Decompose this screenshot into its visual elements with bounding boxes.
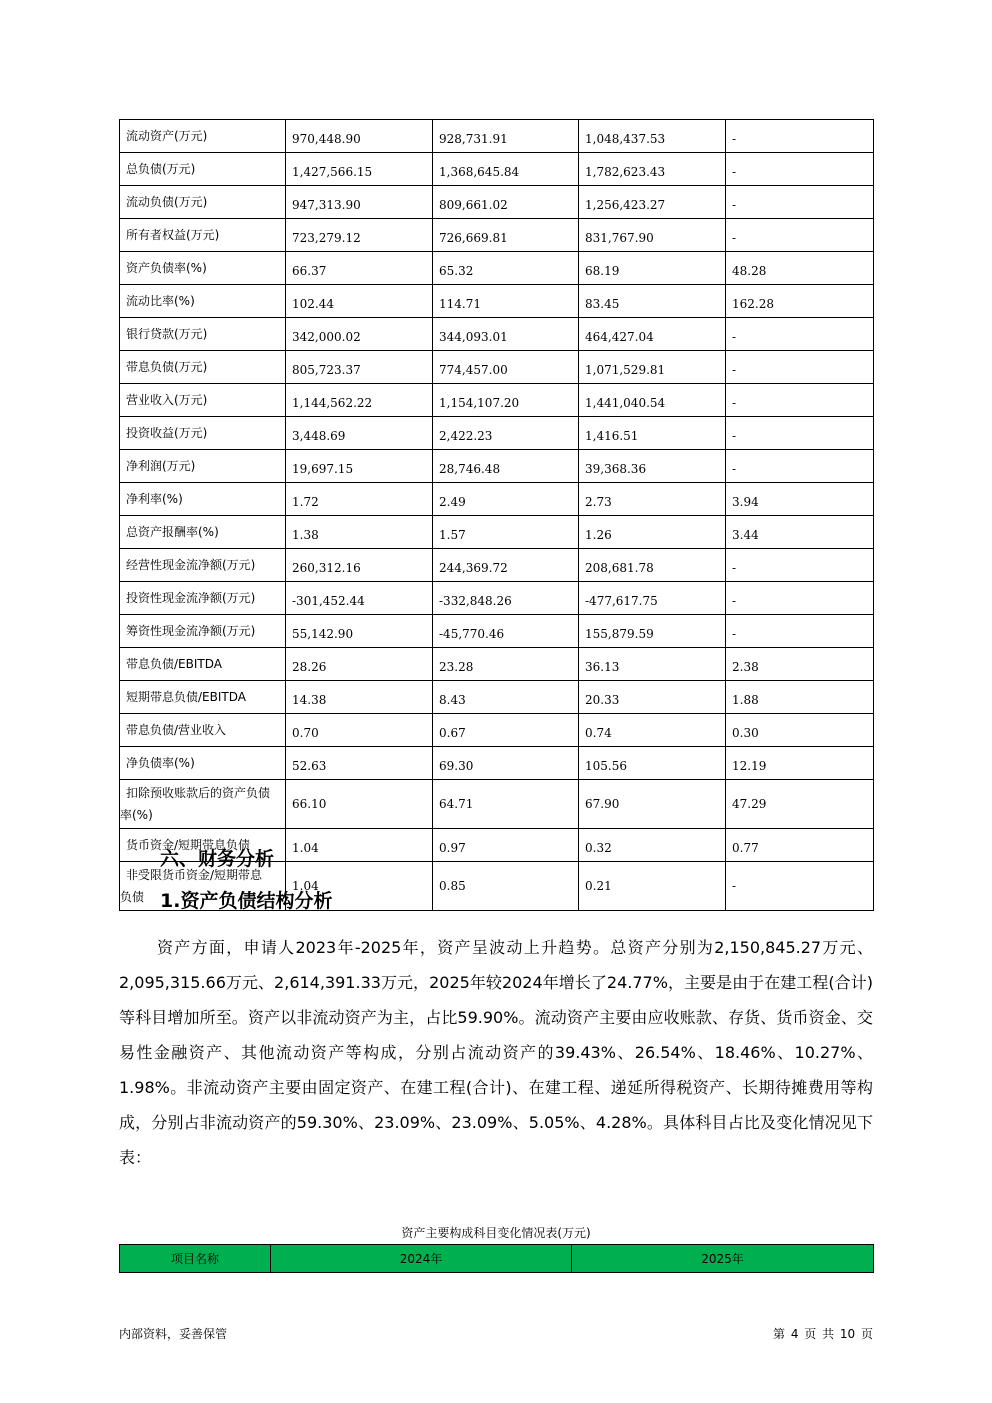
- row-label: 总负债(万元): [120, 153, 286, 186]
- table-row: [120, 186, 874, 219]
- header-year-2024: 2024年: [271, 1245, 572, 1273]
- table-row: [120, 351, 874, 384]
- footer-confidential-note: 内部资料，妥善保管: [119, 1327, 228, 1341]
- row-label-line: 非受限货币资金/短期带息: [126, 868, 263, 882]
- row-value-v3: 1,416.51: [579, 417, 726, 450]
- row-value-v1: 805,723.37: [286, 351, 433, 384]
- row-value-v4: 3.44: [726, 516, 874, 549]
- row-value-v2: 1,368,645.84: [433, 153, 579, 186]
- row-value-v2: 65.32: [433, 252, 579, 285]
- table-header-row: [120, 1245, 874, 1273]
- table-row: [120, 417, 874, 450]
- table-row: [120, 648, 874, 681]
- row-value-v3: 105.56: [579, 747, 726, 780]
- row-label: 货币资金/短期带息负债: [120, 829, 286, 862]
- row-label: [120, 780, 286, 829]
- row-value-v4: -: [726, 318, 874, 351]
- row-value-v4: -: [726, 153, 874, 186]
- table-row: [120, 483, 874, 516]
- row-value-v1: 28.26: [286, 648, 433, 681]
- financial-indicator-table-body: [120, 120, 874, 911]
- row-value-v2: 0.85: [433, 862, 579, 911]
- row-value-v2: 69.30: [433, 747, 579, 780]
- row-value-v3: 1,782,623.43: [579, 153, 726, 186]
- table-row: [120, 219, 874, 252]
- asset-composition-table-header: [119, 1244, 874, 1273]
- row-value-v2: 114.71: [433, 285, 579, 318]
- row-value-v4: 2.38: [726, 648, 874, 681]
- table-caption: 资产主要构成科目变化情况表(万元): [401, 1226, 591, 1240]
- row-value-v1: 260,312.16: [286, 549, 433, 582]
- table-row: [120, 714, 874, 747]
- row-value-v1: 1,427,566.15: [286, 153, 433, 186]
- row-value-v3: 1,071,529.81: [579, 351, 726, 384]
- row-label: 筹资性现金流净额(万元): [120, 615, 286, 648]
- row-value-v1: 3,448.69: [286, 417, 433, 450]
- row-value-v2: -332,848.26: [433, 582, 579, 615]
- section-title: 六、财务分析: [160, 848, 275, 870]
- row-value-v3: 67.90: [579, 780, 726, 829]
- row-value-v3: 155,879.59: [579, 615, 726, 648]
- table-row: [120, 450, 874, 483]
- row-value-v2: 244,369.72: [433, 549, 579, 582]
- table-row: [120, 780, 874, 829]
- row-value-v2: 809,661.02: [433, 186, 579, 219]
- row-value-v4: -: [726, 417, 874, 450]
- row-label: 净利润(万元): [120, 450, 286, 483]
- row-value-v1: 342,000.02: [286, 318, 433, 351]
- row-value-v3: 831,767.90: [579, 219, 726, 252]
- row-value-v2: -45,770.46: [433, 615, 579, 648]
- row-value-v1: 19,697.15: [286, 450, 433, 483]
- row-label: 投资性现金流净额(万元): [120, 582, 286, 615]
- row-value-v4: -: [726, 120, 874, 153]
- row-value-v4: -: [726, 615, 874, 648]
- row-value-v4: -: [726, 219, 874, 252]
- row-value-v2: 774,457.00: [433, 351, 579, 384]
- row-value-v1: 947,313.90: [286, 186, 433, 219]
- row-value-v1: 1.72: [286, 483, 433, 516]
- row-label: 营业收入(万元): [120, 384, 286, 417]
- row-value-v2: 0.97: [433, 829, 579, 862]
- row-label: 流动比率(%): [120, 285, 286, 318]
- row-value-v1: 14.38: [286, 681, 433, 714]
- row-value-v1: 1.38: [286, 516, 433, 549]
- row-value-v1: 52.63: [286, 747, 433, 780]
- row-value-v1: 1.04: [286, 862, 433, 911]
- row-value-v1: -301,452.44: [286, 582, 433, 615]
- row-value-v4: 0.77: [726, 829, 874, 862]
- row-value-v1: 1,144,562.22: [286, 384, 433, 417]
- row-value-v3: 1,256,423.27: [579, 186, 726, 219]
- row-value-v3: 68.19: [579, 252, 726, 285]
- row-value-v3: 20.33: [579, 681, 726, 714]
- row-value-v4: -: [726, 862, 874, 911]
- row-value-v4: 12.19: [726, 747, 874, 780]
- row-value-v2: 2.49: [433, 483, 579, 516]
- row-label: 净利率(%): [120, 483, 286, 516]
- row-value-v3: 1.26: [579, 516, 726, 549]
- sub-section-title: 1.资产负债结构分析: [160, 890, 333, 912]
- row-value-v1: 970,448.90: [286, 120, 433, 153]
- row-label: 流动负债(万元): [120, 186, 286, 219]
- row-label: 带息负债/EBITDA: [120, 648, 286, 681]
- row-value-v3: 208,681.78: [579, 549, 726, 582]
- table-row: [120, 747, 874, 780]
- row-value-v1: 723,279.12: [286, 219, 433, 252]
- row-value-v3: 0.74: [579, 714, 726, 747]
- row-value-v3: 0.21: [579, 862, 726, 911]
- row-value-v3: -477,617.75: [579, 582, 726, 615]
- table-row: [120, 384, 874, 417]
- row-label: 所有者权益(万元): [120, 219, 286, 252]
- row-value-v4: 0.30: [726, 714, 874, 747]
- row-value-v4: 48.28: [726, 252, 874, 285]
- table-row: [120, 615, 874, 648]
- row-value-v3: 36.13: [579, 648, 726, 681]
- row-value-v1: 55,142.90: [286, 615, 433, 648]
- row-value-v3: 2.73: [579, 483, 726, 516]
- row-label: 投资收益(万元): [120, 417, 286, 450]
- table-row: [120, 120, 874, 153]
- row-label-line: 扣除预收账款后的资产负债: [126, 786, 271, 800]
- row-label: 总资产报酬率(%): [120, 516, 286, 549]
- table-row: [120, 252, 874, 285]
- row-value-v3: 39,368.36: [579, 450, 726, 483]
- row-value-v2: 1,154,107.20: [433, 384, 579, 417]
- table-row: [120, 285, 874, 318]
- table-row: [120, 516, 874, 549]
- row-value-v4: -: [726, 582, 874, 615]
- row-label: 流动资产(万元): [120, 120, 286, 153]
- row-value-v2: 23.28: [433, 648, 579, 681]
- row-value-v2: 928,731.91: [433, 120, 579, 153]
- row-value-v1: 102.44: [286, 285, 433, 318]
- row-value-v4: -: [726, 384, 874, 417]
- financial-indicator-table: [119, 119, 874, 911]
- row-label: 短期带息负债/EBITDA: [120, 681, 286, 714]
- header-year-2025: 2025年: [572, 1245, 874, 1273]
- row-value-v2: 1.57: [433, 516, 579, 549]
- row-value-v2: 2,422.23: [433, 417, 579, 450]
- row-label: 银行贷款(万元): [120, 318, 286, 351]
- row-value-v3: 1,048,437.53: [579, 120, 726, 153]
- table-row: [120, 153, 874, 186]
- row-value-v2: 64.71: [433, 780, 579, 829]
- header-item-name: 项目名称: [120, 1245, 271, 1273]
- table-row: [120, 582, 874, 615]
- table-row: [120, 318, 874, 351]
- row-value-v4: 1.88: [726, 681, 874, 714]
- row-value-v4: -: [726, 351, 874, 384]
- row-label-line: 率(%): [120, 808, 153, 822]
- row-value-v2: 726,669.81: [433, 219, 579, 252]
- row-value-v1: 0.70: [286, 714, 433, 747]
- row-label: 经营性现金流净额(万元): [120, 549, 286, 582]
- row-value-v4: -: [726, 186, 874, 219]
- row-value-v1: 1.04: [286, 829, 433, 862]
- row-value-v3: 0.32: [579, 829, 726, 862]
- row-label: 带息负债/营业收入: [120, 714, 286, 747]
- row-label: 净负债率(%): [120, 747, 286, 780]
- row-label: 资产负债率(%): [120, 252, 286, 285]
- row-value-v3: 1,441,040.54: [579, 384, 726, 417]
- row-value-v2: 0.67: [433, 714, 579, 747]
- table-row: [120, 681, 874, 714]
- row-label-line: 负债: [120, 890, 145, 904]
- row-value-v3: 464,427.04: [579, 318, 726, 351]
- row-value-v4: 3.94: [726, 483, 874, 516]
- analysis-paragraph: 资产方面，申请人2023年-2025年，资产呈波动上升趋势。总资产分别为2,150,845.27万元、2,095,315.66万元、2,614,391.33万元，2025年较2024年增长了24.77%，主要是由于在建工程(合计)等科目增加所至。资产以非流动资产为主，占比59.90%。流动资产主要由应收账款、存货、货币资金、交易性金融资产、其他流动资产等构成，分别占流动资产的39.43%、26.54%、18.46%、10.27%、1.98%。非流动资产主要由固定资产、在建工程(合计)、在建工程、递延所得税资产、长期待摊费用等构成，分别占非流动资产的59.30%、23.09%、23.09%、5.05%、4.28%。具体科目占比及变化情况见下表：: [119, 938, 873, 1167]
- row-value-v2: 344,093.01: [433, 318, 579, 351]
- row-value-v4: 162.28: [726, 285, 874, 318]
- row-value-v2: 8.43: [433, 681, 579, 714]
- row-label: 带息负债(万元): [120, 351, 286, 384]
- table-row: [120, 549, 874, 582]
- row-value-v1: 66.10: [286, 780, 433, 829]
- row-value-v2: 28,746.48: [433, 450, 579, 483]
- row-value-v3: 83.45: [579, 285, 726, 318]
- row-value-v1: 66.37: [286, 252, 433, 285]
- row-value-v4: -: [726, 549, 874, 582]
- row-value-v4: 47.29: [726, 780, 874, 829]
- footer-page-number: 第 4 页 共 10 页: [773, 1327, 873, 1341]
- row-value-v4: -: [726, 450, 874, 483]
